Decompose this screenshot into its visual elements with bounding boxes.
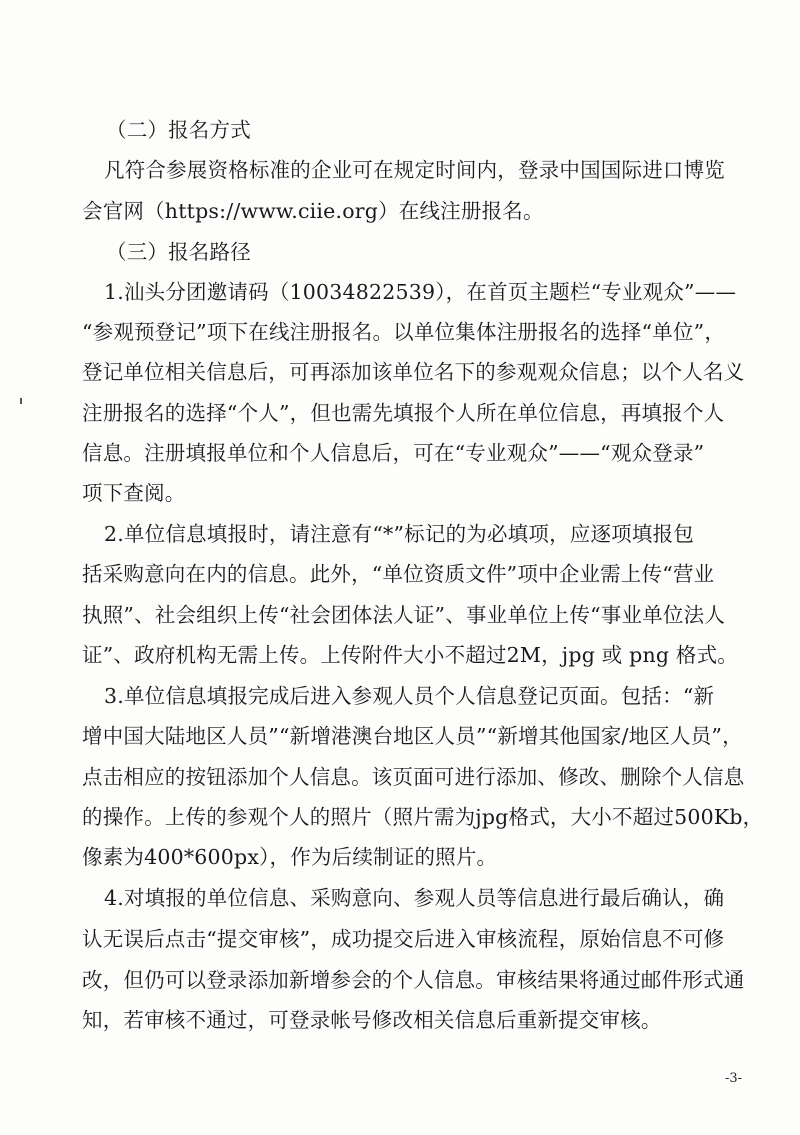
paragraph-line: 4.对填报的单位信息、采购意向、参观人员等信息进行最后确认，确 [104,886,725,910]
paragraph-line: “参观预登记”项下在线注册报名。以单位集体注册报名的选择“单位”， [82,320,726,344]
paragraph-line: 会官网（https://www.ciie.org）在线注册报名。 [82,199,544,223]
paragraph-line: 证”、政府机构无需上传。上传附件大小不超过2M，jpg 或 png 格式。 [82,643,739,667]
page-number: -3- [724,1071,742,1086]
paragraph-line: 像素为400*600px），作为后续制证的照片。 [82,845,498,869]
paragraph-line: 点击相应的按钮添加个人信息。该页面可进行添加、修改、删除个人信息 [82,765,745,789]
paragraph-line: 3.单位信息填报完成后进入参观人员个人信息登记页面。包括：“新 [104,684,715,708]
section-heading-registration-method: （二）报名方式 [106,118,251,142]
paragraph-line: 认无误后点击“提交审核”，成功提交后进入审核流程，原始信息不可修 [82,927,725,951]
paragraph-line: 凡符合参展资格标准的企业可在规定时间内，登录中国国际进口博览 [104,158,725,182]
paragraph-line: 2.单位信息填报时，请注意有“*”标记的为必填项，应逐项填报包 [104,522,694,546]
paragraph-line: 注册报名的选择“个人”，但也需先填报个人所在单位信息，再填报个人 [82,401,725,425]
paragraph-line: 改，但仍可以登录添加新增参会的个人信息。审核结果将通过邮件形式通 [82,968,745,992]
paragraph-line: 信息。注册填报单位和个人信息后，可在“专业观众”——“观众登录” [82,441,705,465]
paragraph-line: 1.汕头分团邀请码（10034822539），在首页主题栏“专业观众”—— [104,280,737,304]
scan-mark [20,398,22,404]
paragraph-line: 登记单位相关信息后，可再添加该单位名下的参观观众信息；以个人名义 [82,360,745,384]
paragraph-line: 执照”、社会组织上传“社会团体法人证”、事业单位上传“事业单位法人 [82,603,726,627]
section-heading-registration-path: （三）报名路径 [106,240,251,264]
paragraph-line: 知，若审核不通过，可登录帐号修改相关信息后重新提交审核。 [82,1008,662,1032]
paragraph-line: 的操作。上传的参观个人的照片（照片需为jpg格式，大小不超过500Kb， [82,805,764,829]
paragraph-line: 增中国大陆地区人员”“新增港澳台地区人员”“新增其他国家/地区人员”， [82,724,743,748]
paragraph-line: 括采购意向在内的信息。此外，“单位资质文件”项中企业需上传“营业 [82,562,715,586]
paragraph-line: 项下查阅。 [82,481,186,505]
